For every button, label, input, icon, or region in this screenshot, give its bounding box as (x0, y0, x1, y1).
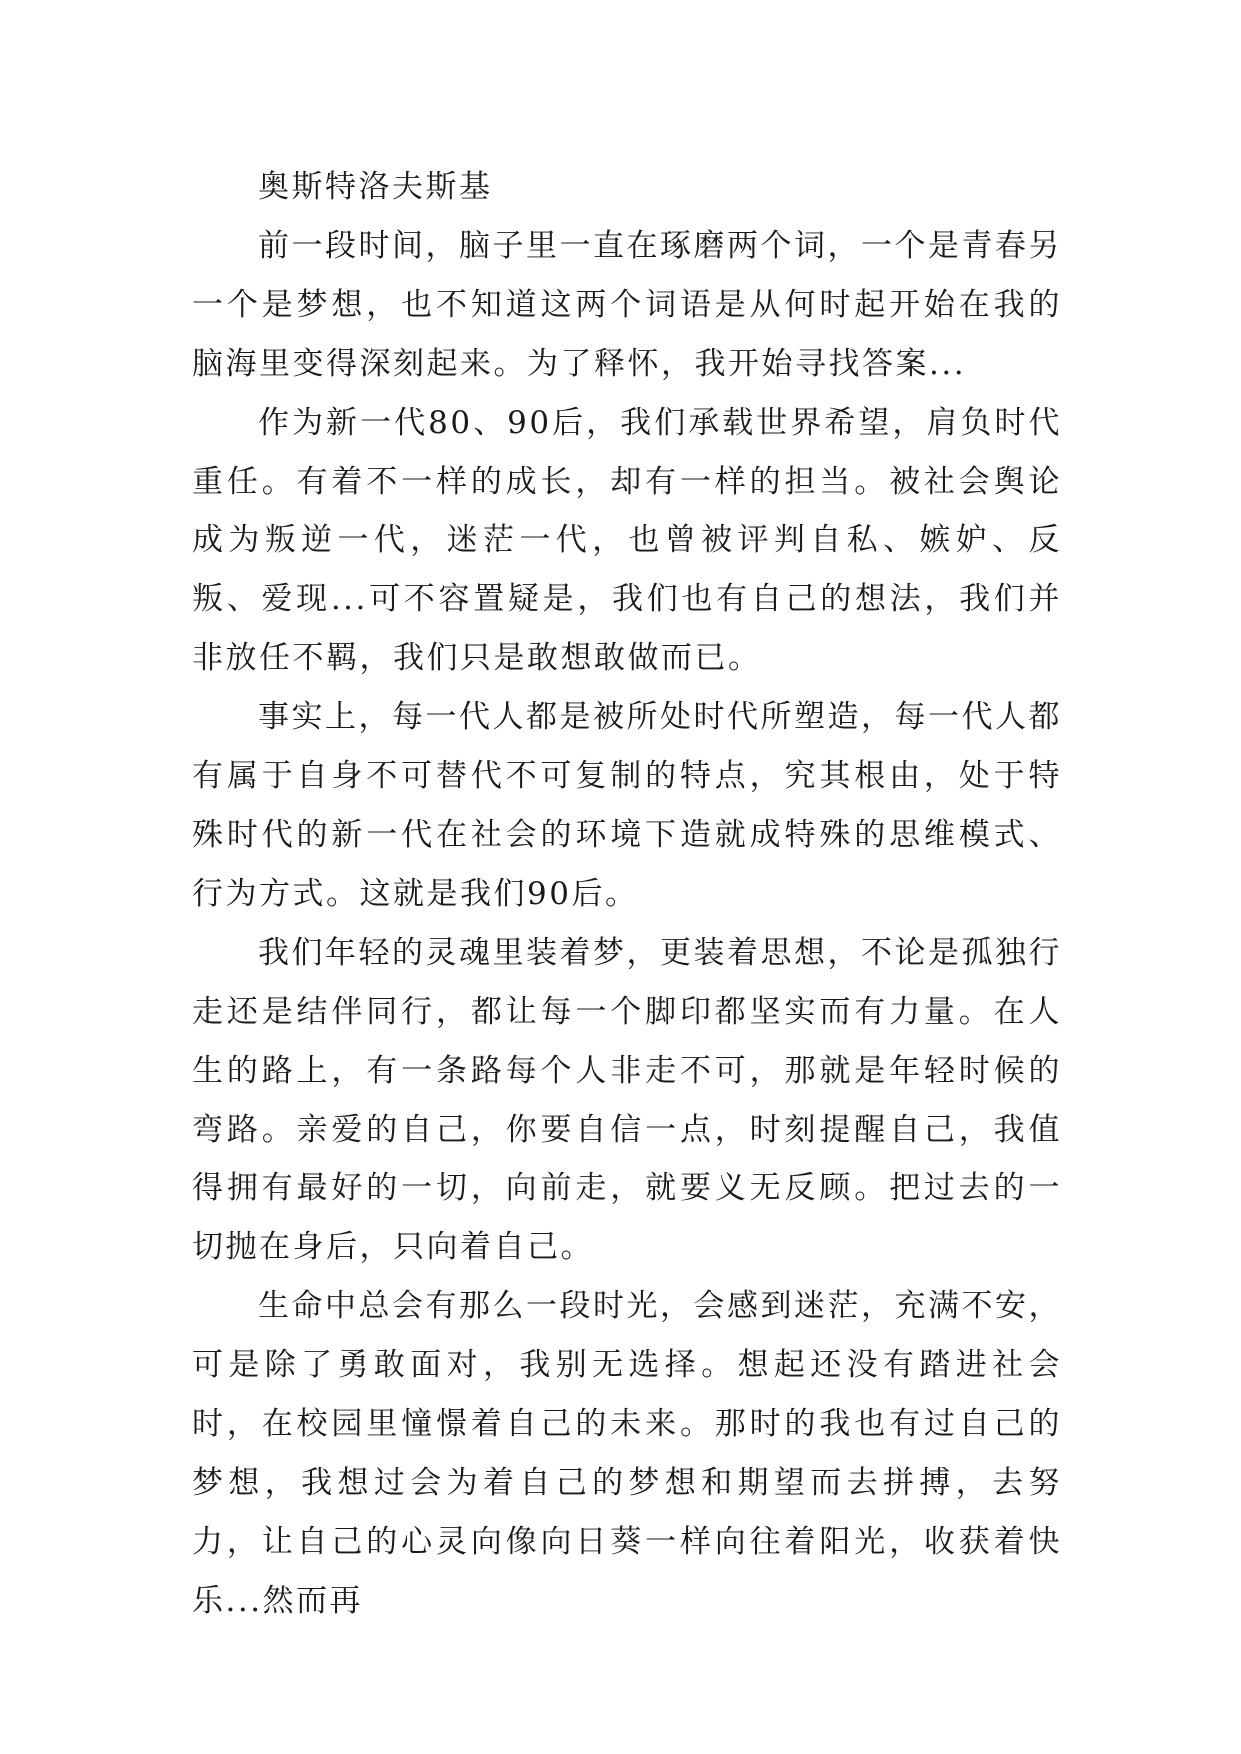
paragraph-3: 事实上，每一代人都是被所处时代所塑造，每一代人都有属于自身不可替代不可复制的特点，究其根由，处于特殊时代的新一代在社会的环境下造就成特殊的思维模式、行为方式。这就是我们90后。 (192, 699, 1062, 912)
body-text (192, 158, 1062, 1631)
paragraph-author: 奥斯特洛夫斯基 (258, 169, 493, 205)
paragraph-4: 我们年轻的灵魂里装着梦，更装着思想，不论是孤独行走还是结伴同行，都让每一个脚印都坚实而有力量。在人生的路上，有一条路每个人非走不可，那就是年轻时候的弯路。亲爱的自己，你要自信一点，时刻提醒自己，我值得拥有最好的一切，向前走，就要义无反顾。把过去的一切抛在身后，只向着自己。 (192, 934, 1062, 1266)
paragraph-1: 前一段时间，脑子里一直在琢磨两个词，一个是青春另一个是梦想，也不知道这两个词语是从何时起开始在我的脑海里变得深刻起来。为了释怀，我开始寻找答案... (192, 227, 1062, 382)
paragraph-2: 作为新一代80、90后，我们承载世界希望，肩负时代重任。有着不一样的成长，却有一样的担当。被社会舆论成为叛逆一代，迷茫一代，也曾被评判自私、嫉妒、反叛、爱现...可不容置疑是，我们也有自己的想法，我们并非放任不羁，我们只是敢想敢做而已。 (192, 404, 1062, 677)
paragraph-5: 生命中总会有那么一段时光，会感到迷茫，充满不安，可是除了勇敢面对，我别无选择。想起还没有踏进社会时，在校园里憧憬着自己的未来。那时的我也有过自己的梦想，我想过会为着自己的梦想和期望而去拼搏，去努力，让自己的心灵向像向日葵一样向往着阳光，收获着快乐...然而再 (192, 1288, 1062, 1619)
